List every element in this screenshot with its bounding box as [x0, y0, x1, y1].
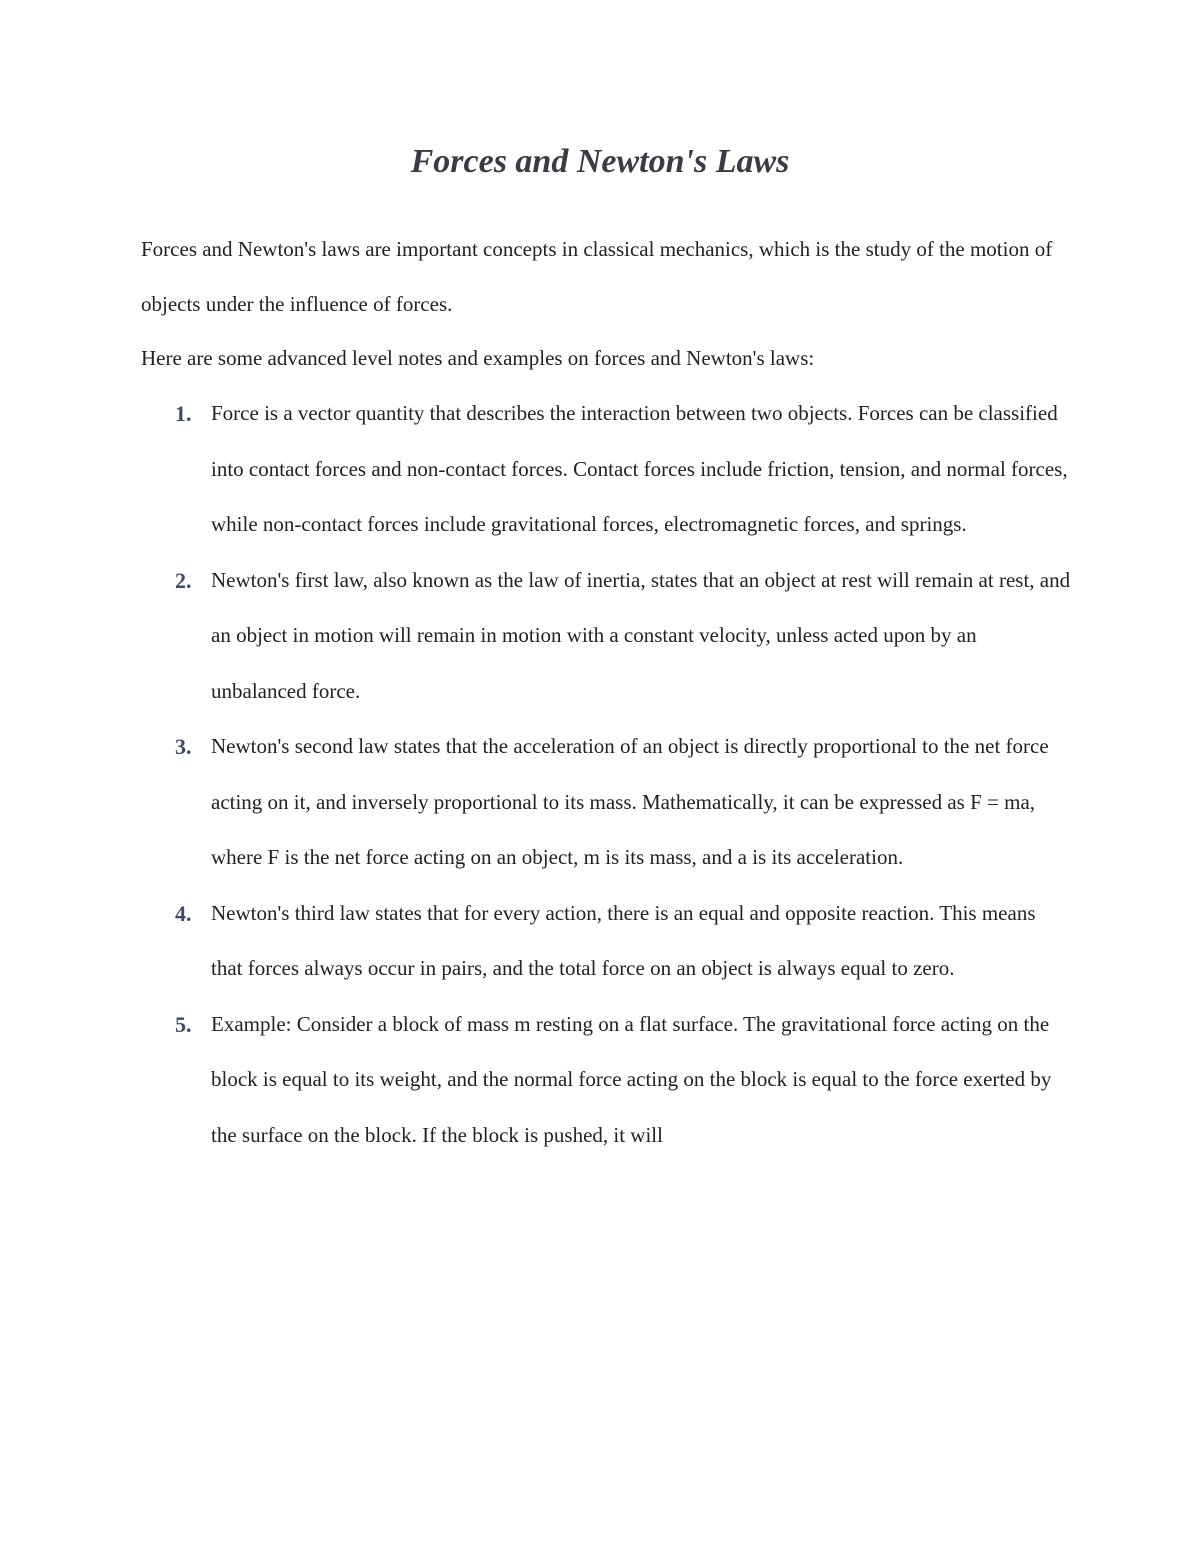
list-item-number: 1. [175, 401, 192, 426]
list-item [0, 719, 1200, 886]
list-item-number: 5. [175, 1011, 192, 1037]
notes-list [0, 386, 1200, 1163]
list-item [0, 886, 1200, 997]
document-title: Forces and Newton's Laws [410, 143, 790, 180]
list-item-number: 4. [175, 900, 192, 926]
list-item [0, 553, 1200, 720]
list-item-text: Newton's second law states that the acceleration of an object is directly proportional to the net force acting on it, and inversely proportional to its mass. Mathematically, it can be expressed as F = ma, where F is the net force acting on an object, m is its mass, and a is its acceleration. [211, 734, 1049, 869]
list-item-number: 3. [175, 734, 192, 759]
list-item-text: Newton's first law, also known as the law of inertia, states that an object at rest will remain at rest, and an object in motion will remain in motion with a constant velocity, unless acted upon by an unbalanced force. [211, 567, 1071, 703]
list-item [0, 386, 1200, 553]
list-item-text: Example: Consider a block of mass m resting on a flat surface. The gravitational force acting on the block is equal to its weight, and the normal force acting on the block is equal to the force exerted by the surface on the block. If the block is pushed, it will [211, 1011, 1052, 1147]
list-item-text: Newton's third law states that for every action, there is an equal and opposite reaction. This means that forces always occur in pairs, and the total force on an object is always equal to zero. [211, 900, 1036, 980]
list-item-number: 2. [175, 567, 192, 593]
intro-paragraph: Forces and Newton's laws are important concepts in classical mechanics, which is the study of the motion of objects under the influence of forces. [141, 237, 1053, 316]
list-item-text: Force is a vector quantity that describes the interaction between two objects. Forces can be classified into contact forces and non-contact forces. Contact forces include friction, tension, and normal forces, while non-contact forces include gravitational forces, electromagnetic forces, and springs. [211, 401, 1068, 536]
lead-paragraph: Here are some advanced level notes and examples on forces and Newton's laws: [141, 346, 815, 370]
list-item [0, 997, 1200, 1164]
